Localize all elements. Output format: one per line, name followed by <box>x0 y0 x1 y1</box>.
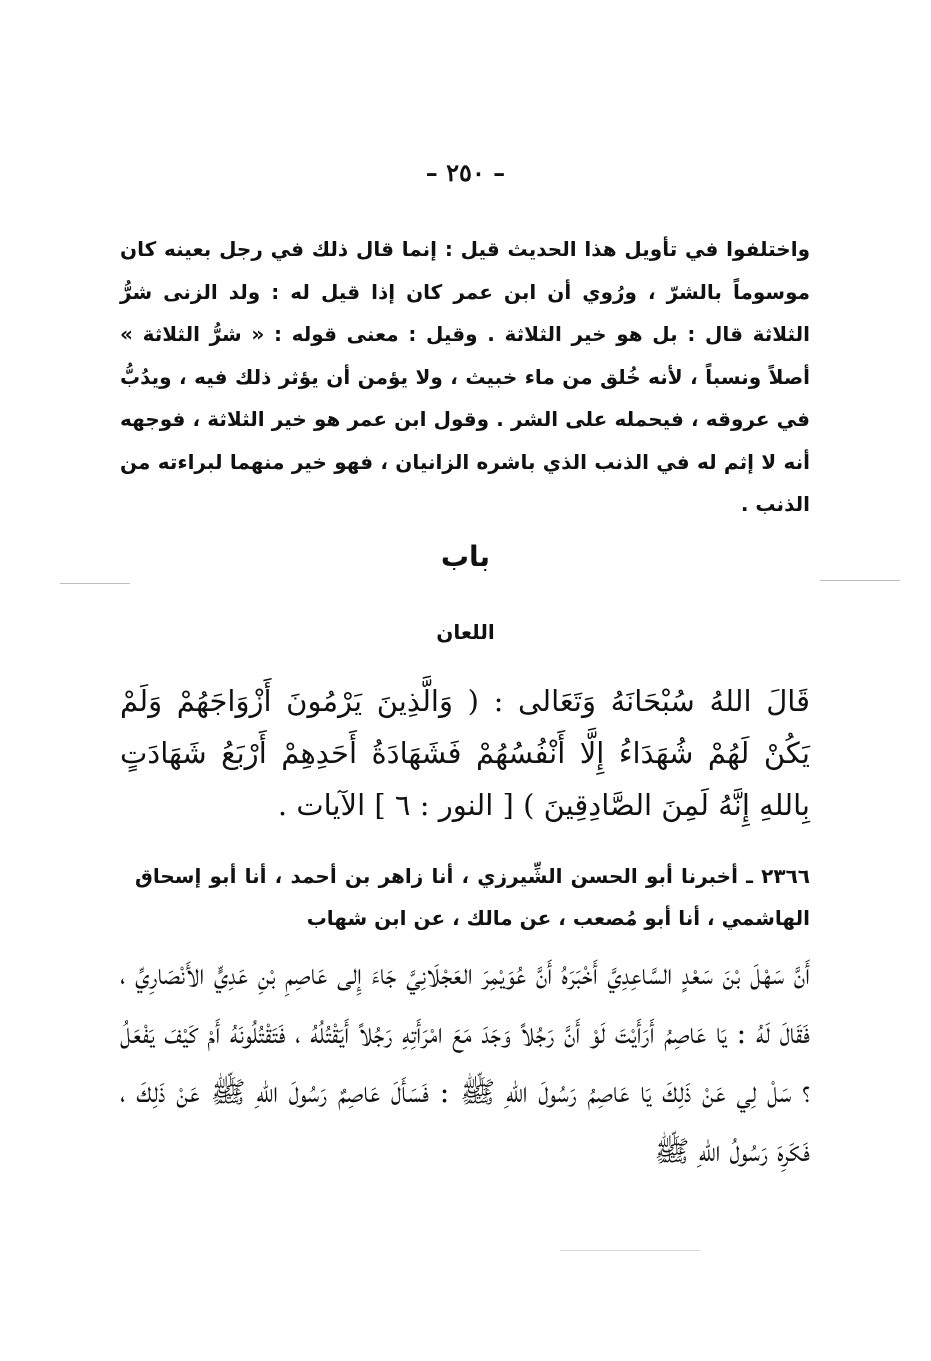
hadith-isnad: ٢٣٦٦ ـ أخبرنا أبو الحسن الشِّيرزي ، أنا زاهر بن أحمد ، أنا أبو إسحاق الهاشمي ، أنا أبو مُصعب ، عن مالك ، عن ابن شهاب <box>135 864 810 930</box>
chapter-heading: باب <box>440 540 491 573</box>
margin-line-right <box>820 580 900 581</box>
commentary-paragraph: واختلفوا في تأويل هذا الحديث قيل : إنما قال ذلك في رجل بعينه كان موسوماً بالشرّ ، ورُوي أن ابن عمر كان إذا قيل له : ولد الزنى شرُّ الثلاثة قال : بل هو خير الثلاثة . وقيل : معنى قوله : « شرُّ الثلاثة » أصلاً ونسباً ، لأنه خُلق من ماء خبيث ، ولا يؤمن أن يؤثر ذلك فيه ، ويدُبُّ في عروقه ، فيحمله على الشر . وقول ابن عمر هو خير الثلاثة ، فوجهه أنه لا إثم له في الذنب الذي باشره الزانيان ، فهو خير منهما لبراءته من الذنب . <box>120 237 810 516</box>
hadith-text: أَنَّ سَهْلَ بْنَ سَعْدٍ السَّاعِدِيَّ أَخْبَرَهُ أَنَّ عُوَيْمِرَ العَجْلَانِيَّ جَاءَ إِلى عَاصِمِ بْنِ عَدِيٍّ الأَنْصَارِيِّ ، فَقَالَ لَهُ : يَا عَاصِمُ أَرَأَيْتَ لَوْ أَنَّ رَجُلاً وَجَدَ مَعَ امْرَأَتِهِ رَجُلاً أَيَقْتُلُهُ ، فَتَقْتُلُونَهُ أَمْ كَيْفَ يَفْعَلُ ؟ سَلْ لِي عَنْ ذَلِكَ يَا عَاصِمُ رَسُولَ اللهِ ﷺ : فَسَأَلَ عَاصِمٌ رَسُولَ اللهِ ﷺ عَنْ ذَلِكَ ، فَكَرِهَ رَسُولُ اللهِ ﷺ <box>120 957 810 1168</box>
section-title: اللعان <box>436 620 495 644</box>
page-number: – ٢٥٠ – <box>425 158 506 187</box>
print-smudge <box>560 1250 700 1251</box>
quran-verse: قَالَ اللهُ سُبْحَانَهُ وَتَعَالى : ( وَالَّذِينَ يَرْمُونَ أَزْوَاجَهُمْ وَلَمْ يَكُنْ لَهُمْ شُهَدَاءُ إِلَّا أَنْفُسُهُمْ فَشَهَادَةُ أَحَدِهِمْ أَرْبَعُ شَهَادَتٍ بِاللهِ إِنَّهُ لَمِنَ الصَّادِقِينَ ) [ النور : ٦ ] الآيات . <box>120 684 810 822</box>
margin-line-left <box>60 583 130 584</box>
